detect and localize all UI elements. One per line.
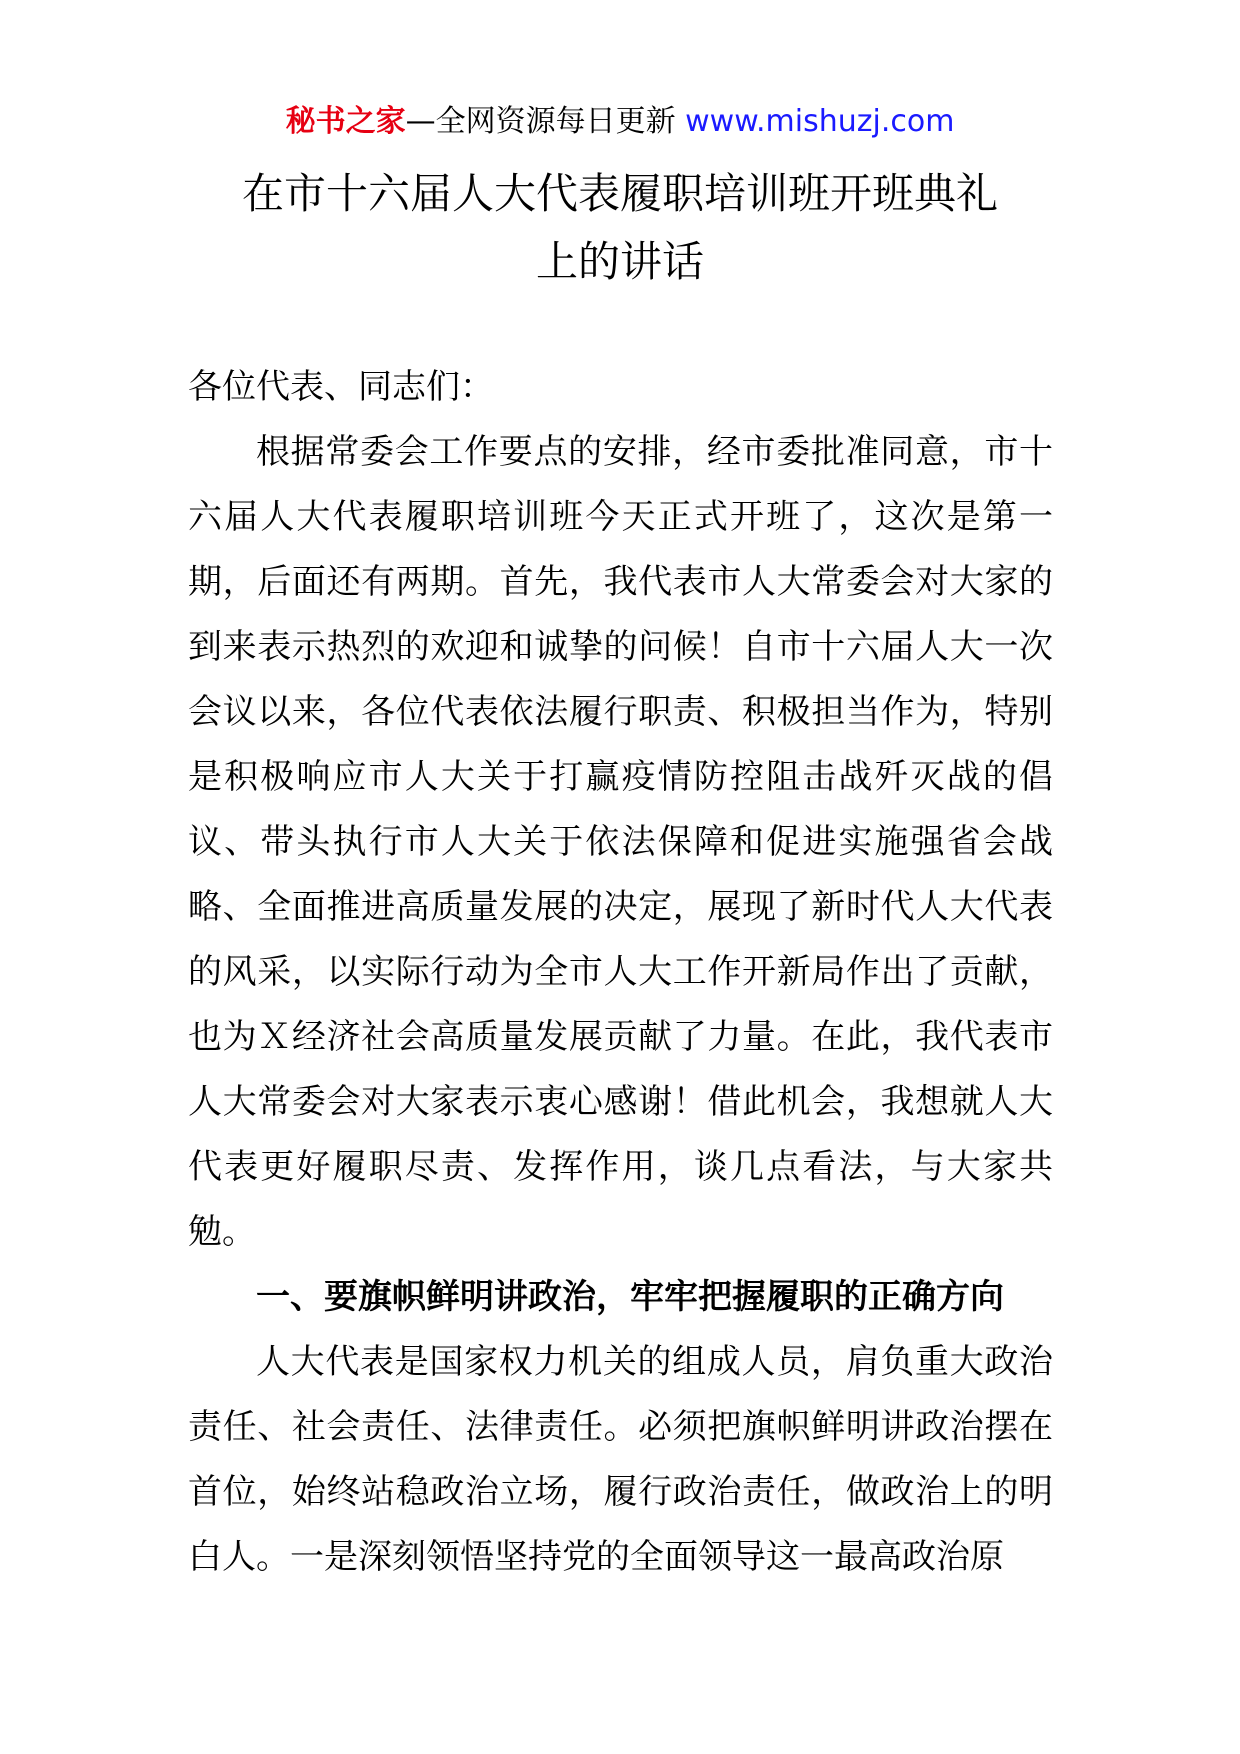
title-line-1: 在市十六届人大代表履职培训班开班典礼 (241, 169, 998, 218)
watermark-header (0, 102, 1240, 142)
salutation: 各位代表、同志们： (188, 367, 494, 407)
paragraph-section-1: 人大代表是国家权力机关的组成人员，肩负重大政治责任、社会责任、法律责任。必须把旗帜鲜明讲政治摆在首位，始终站稳政治立场，履行政治责任，做政治上的明白人。一是深刻领悟坚持党的全面领导这一最高政治原 (188, 1342, 1053, 1577)
site-url-link[interactable]: www.mishuzj.com (685, 104, 955, 139)
paragraph-opening: 根据常委会工作要点的安排，经市委批准同意，市十六届人大代表履职培训班今天正式开班了，这次是第一期，后面还有两期。首先，我代表市人大常委会对大家的到来表示热烈的欢迎和诚挚的问候！自市十六届人大一次会议以来，各位代表依法履行职责、积极担当作为，特别是积极响应市人大关于打赢疫情防控阻击战歼灭战的倡议、带头执行市人大关于依法保障和促进实施强省会战略、全面推进高质量发展的决定，展现了新时代人大代表的风采，以实际行动为全市人大工作开新局作出了贡献，也为Ｘ经济社会高质量发展贡献了力量。在此，我代表市人大常委会对大家表示衷心感谢！借此机会，我想就人大代表更好履职尽责、发挥作用，谈几点看法，与大家共勉。 (188, 432, 1053, 1252)
title-line-2: 上的讲话 (535, 237, 704, 286)
document-title (180, 160, 1060, 296)
header-tagline: —全网资源每日更新 (405, 104, 686, 139)
document-body (188, 355, 1053, 1590)
section-heading-1: 一、要旗帜鲜明讲政治，牢牢把握履职的正确方向 (256, 1277, 1004, 1317)
brand-name: 秘书之家 (285, 104, 406, 139)
